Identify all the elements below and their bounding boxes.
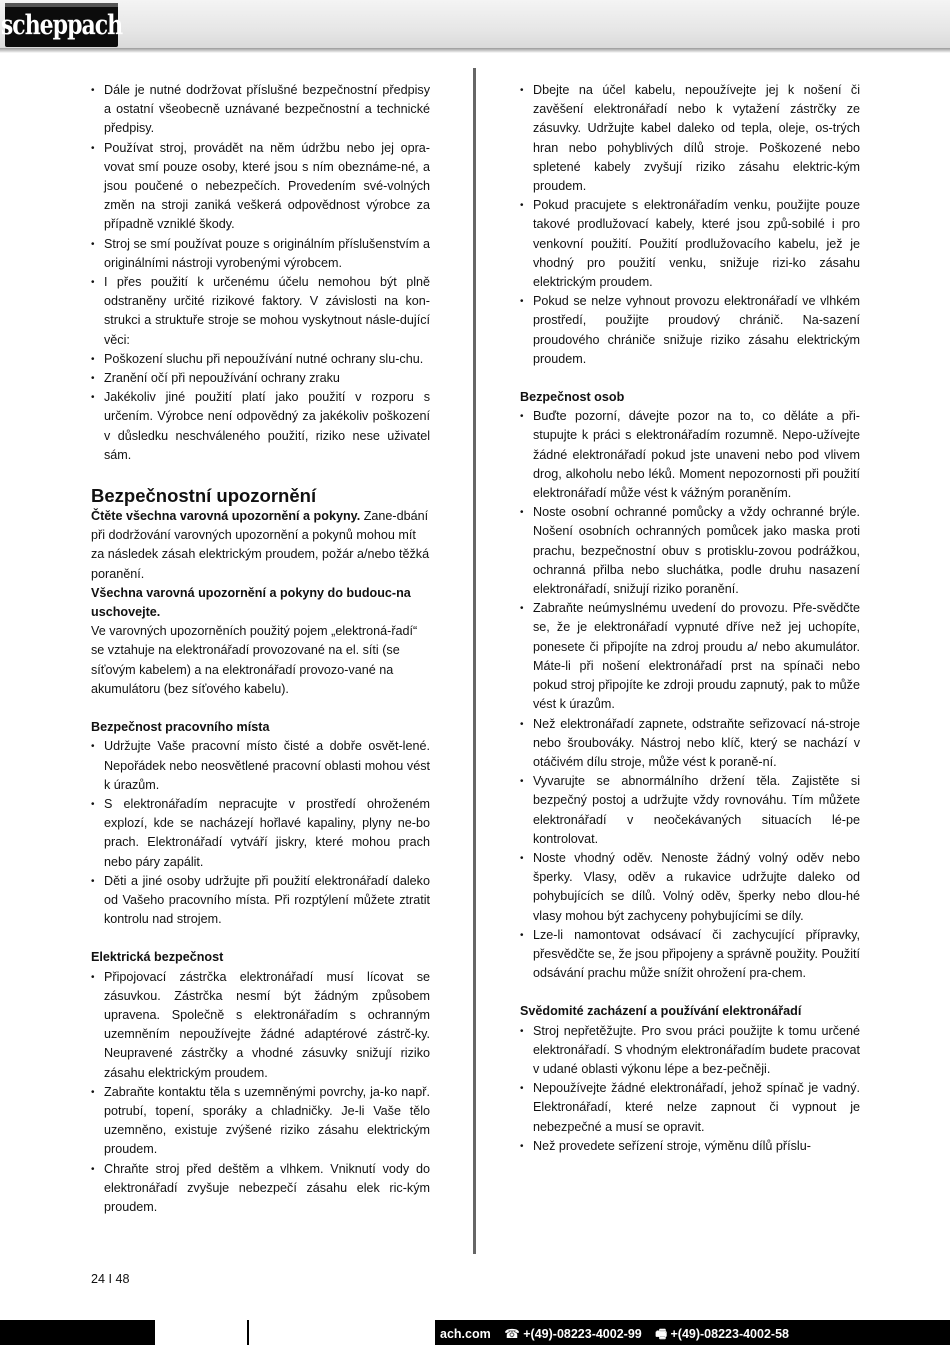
list-item: • Lze-li namontovat odsávací či zachycující přípravky, přesvědčte se, že jsou připojeny a správně použity. Použití odsávání prachu může snížit ohrožení pra-chem. [520,926,860,984]
list-item: • Chraňte stroj před deštěm a vlhkem. Vniknutí vody do elektronářadí zvyšuje nebezpečí zásahu elek ric-kým proudem. [91,1160,430,1218]
keep-instructions-bold: Všechna varovná upozornění a pokyny do budouc-na uschovejte. [91,585,411,620]
page-footer [0,1320,950,1345]
list-item: • Udržujte Vaše pracovní místo čisté a dobře osvět-lené. Nepořádek nebo neosvětlené pracovní oblasti mohou vést k úrazům. [91,737,430,795]
page-number: 24 I 48 [91,1272,130,1286]
list-item: • Stroj nepřetěžujte. Pro svou práci použijte k tomu určené elektronářadí. S vhodným elektronářadím budete pracovat v udané oblasti výkonu lépe a bez-pečněji. [520,1022,860,1080]
workplace-heading: Bezpečnost pracovního místa [91,720,270,735]
list-item: • Poškození sluchu při nepoužívání nutné ochrany slu-chu. [91,350,430,369]
footer-white-block [249,1320,435,1345]
list-item: • Pokud se nelze vyhnout provozu elektronářadí ve vlhkém prostředí, použijte proudový chránič. Na-sazení proudového chrániče snižuje riziko zásahu elektrickým proudem. [520,292,860,369]
footer-website: ach.com [440,1327,491,1341]
list-item: • Připojovací zástrčka elektronářadí musí lícovat se zásuvkou. Zástrčka nesmí být žádným způsobem upravena. Společně s elektronářadím s ochranným uzemněním nepoužívejte žádné adaptérové zástrč-ky. Neupravené zástrčky a vhodné zásuvky snižují riziko zásahu elektrickým proudem. [91,968,430,1083]
read-instructions-bold: Čtěte všechna varovná upozornění a pokyny. [91,509,361,524]
spacer [520,983,860,1002]
list-item: • Noste vhodný oděv. Nenoste žádný volný oděv nebo šperky. Vlasy, oděv a rukavice udržujte daleko od pohybujících se dílů. Volný oděv, šperky nebo dlou-hé vlasy mohou být zachyceny pohybujícími se díly. [520,849,860,926]
list-item: • Děti a jiné osoby udržujte při použití elektronářadí daleko od Vašeho pracovního místa. Při rozptýlení můžete ztratit kontrolu nad strojem. [91,872,430,930]
column-divider [473,68,476,1254]
page-header [0,0,950,50]
list-item: • Než elektronářadí zapnete, odstraňte seřizovací ná-stroje nebo šroubováky. Nástroj nebo klíč, který se nachází v otáčivém dílu stroje, může vést k poraně-ní. [520,715,860,773]
left-column [91,81,430,1217]
list-item: • Dbejte na účel kabelu, nepoužívejte jej k nošení či zavěšení elektronářadí nebo k vytažení zástrčky ze zásuvky. Udržujte kabel daleko od tepla, oleje, os-trých hran nebo pohyblivých dílů stroje. Poškozené nebo spletené kabely zvyšují riziko zásahu elektric-kým proudem. [520,81,860,196]
electrical-list [91,968,430,1218]
list-item: • Pokud pracujete s elektronářadím venku, použijte pouze takové prodlužovací kabely, které jsou způ-sobilé i pro venkovní použití. Použití prodlužovacího kabelu, jež je vhodný pro použití venku, snižuje rizi-ko zásahu elektrickým proudem. [520,196,860,292]
footer-white-block [155,1320,247,1345]
footer-phone: ☎ +(49)-08223-4002-99 [504,1327,642,1341]
workplace-list [91,737,430,929]
electrical-heading: Elektrická bezpečnost [91,950,224,965]
footer-contact [440,1325,799,1346]
intro-bullet-list [91,81,430,465]
list-item: • Zabraňte neúmyslnému uvedení do provozu. Pře-svědčte se, že je elektronářadí vypnuté dříve než jej uchopíte, ponesete či připojíte na zdroj proudu a/ nebo akumulátor. Máte-li při nošení elektronářadí prst na spínači nebo pokud stroj připojíte ke zdroji proudu zapnutý, pak to může vést k úrazům. [520,599,860,714]
persons-list [520,407,860,983]
list-item: • Buďte pozorní, dávejte pozor na to, co děláte a při-stupujte k práci s elektronářadím rozumně. Nepo-užívejte žádné elektronářadí pokud jste unaveni nebo pod vlivem drog, alkoholu nebo léků. Moment nepozornosti při použití elektronářadí může vést k vážným poraněním. [520,407,860,503]
list-item: • Noste osobní ochranné pomůcky a vždy ochranné brýle. Nošení osobních ochranných pomůcek jako maska proti prachu, bezpečnostní obuv s protisklu-zovou podrážkou, ochranná přilba nebo sluchátka, podle druhu nasazení elektronářadí, snižují riziko poranění. [520,503,860,599]
header-shadow [0,48,950,53]
handling-list [520,1022,860,1156]
list-item: • Než provedete seřízení stroje, výměnu dílů příslu- [520,1137,860,1156]
list-item: • S elektronářadím nepracujte v prostředí ohroženém explozí, kde se nacházejí hořlavé kapaliny, plyny ne-bo prach. Elektronářadí vytváří jiskry, které mohou prach nebo páry zapálit. [91,795,430,872]
spacer [91,929,430,948]
list-item: • Dále je nutné dodržovat příslušné bezpečnostní předpisy a ostatní všeobecně uznávané bezpečnostní a technické předpisy. [91,81,430,139]
scheppach-logo [0,3,123,47]
logo-text: scheppach [0,8,123,42]
list-item: • Jakékoliv jiné použití platí jako použití v rozporu s určením. Výrobce není odpovědný za jakékoliv poškození v důsledku neschváleného použití, riziko nese uživatel sám. [91,388,430,465]
persons-heading: Bezpečnost osob [520,390,625,405]
list-item: • Zabraňte kontaktu těla s uzemněnými povrchy, ja-ko např. potrubí, topení, sporáky a chladničky. Je-li Vaše tělo uzemněno, existuje zvýšené riziko zásahu elektrickým proudem. [91,1083,430,1160]
spacer [91,699,430,718]
safety-heading: Bezpečnostní upozornění [91,485,317,507]
list-item: • Nepoužívejte žádné elektronářadí, jehož spínač je vadný. Elektronářadí, které nelze zapnout či vypnout je nebezpečné a musí se opravit. [520,1079,860,1137]
list-item: • Stroj se smí používat pouze s originálním příslušenstvím a originálními nástroji vyrobenými výrobcem. [91,235,430,273]
read-instructions-paragraph [91,507,430,584]
list-item: • Vyvarujte se abnormálního držení těla. Zajistěte si bezpečný postoj a udržujte vždy rovnováhu. Tím můžete elektronářadí v neočekávaných situacích lé-pe kontrolovat. [520,772,860,849]
logo-top-bar [5,3,118,7]
read-instructions-text: Zane-dbání při dodržování varovných upozornění a pokynů mohou mít za následek zásah elektrickým proudem, požár a/nebo těžká poranění. [91,509,430,581]
footer-fax: 🖷 +(49)-08223-4002-58 [655,1327,789,1341]
list-item: • Používat stroj, provádět na něm údržbu nebo jej opra-vovat smí pouze osoby, které jsou s ním obeznáme-né, a jsou poučené o nebezpečích. Provedením své-volných změn na stroji zaniká veškerá odpovědnost výrobce za případně vzniklé škody. [91,139,430,235]
spacer [520,369,860,388]
handling-heading: Svědomité zacházení a používání elektronářadí [520,1004,802,1019]
right-column [520,81,860,1156]
cable-bullet-list [520,81,860,369]
term-paragraph: Ve varovných upozorněních použitý pojem „elektroná-řadí“ se vztahuje na elektronářadí provozované na el. síti (se síťovým kabelem) a na elektronářadí provozo-vané na akumulátoru (bez síťového kabelu). [91,624,418,696]
list-item: • Zranění očí při nepoužívání ochrany zraku [91,369,430,388]
list-item: • I přes použití k určenému účelu nemohou být plně odstraněny určité rizikové faktory. V závislosti na kon-strukci a struktuře stroje se mohou vyskytnout násle-dující věci: [91,273,430,350]
